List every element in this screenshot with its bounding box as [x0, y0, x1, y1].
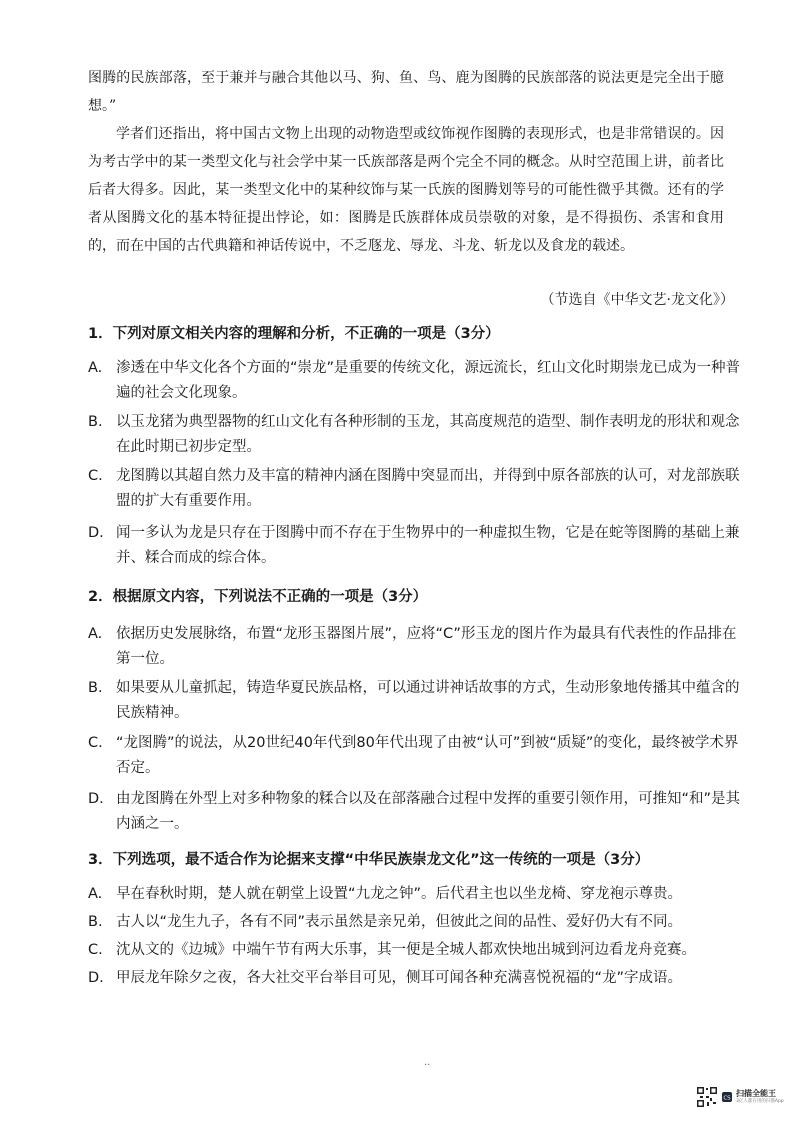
question-1-option-d	[88, 521, 748, 571]
question-3-option-d	[88, 966, 748, 991]
scanner-watermark	[696, 1084, 788, 1110]
option-letter: C.	[88, 942, 103, 958]
option-letter: C.	[88, 468, 103, 484]
question-3-option-a	[88, 882, 748, 907]
option-text: 早在春秋时期，楚人就在朝堂上设置“九龙之钟”。后代君主也以坐龙椅、穿龙袍示尊贵。	[116, 886, 683, 902]
option-letter: D.	[88, 970, 104, 986]
option-text: 渗透在中华文化各个方面的“崇龙”是重要的传统文化，源远流长，红山文化时期崇龙已成为一种普遍的社会文化现象。	[116, 360, 741, 401]
option-text: 龙图腾以其超自然力及丰富的精神内涵在图腾中突显而出，并得到中原各部族的认可，对龙部族联盟的扩大有重要作用。	[116, 468, 740, 509]
option-text: 沈从文的《边城》中端午节有两大乐事，其一便是全城人都欢快地出城到河边看龙舟竞赛。	[116, 942, 696, 958]
option-letter: A.	[88, 886, 103, 902]
option-text: 闻一多认为龙是只存在于图腾中而不存在于生物界中的一种虚拟生物，它是在蛇等图腾的基础上兼并、糅合而成的综合体。	[116, 525, 740, 566]
option-text: 依据历史发展脉络，布置“龙形玉器图片展”，应将“C”形玉龙的图片作为最具有代表性的作品排在第一位。	[116, 626, 737, 667]
passage-paragraph-2: 学者们还指出，将中国古文物上出现的动物造型或纹饰视作图腾的表现形式，也是非常错误的。因为考古学中的某一类型文化与社会学中某一氏族部落是两个完全不同的概念。从时空范围上讲，前者比后者大得多。因此，某一类型文化中的某种纹饰与某一氏族的图腾划等号的可能性微乎其微。还有的学者从图腾文化的基本特征提出悖论，如：图腾是氏族群体成员崇敬的对象，是不得损伤、杀害和食用的，而在中国的古代典籍和神话传说中，不乏豗龙、辱龙、斗龙、斩龙以及食龙的载述。	[88, 126, 724, 254]
option-letter: B.	[88, 914, 103, 930]
question-2-title: 2．根据原文内容，下列说法不正确的一项是（3分）	[88, 589, 428, 605]
option-letter: A.	[88, 626, 103, 642]
question-3-option-b	[88, 910, 748, 935]
option-letter: D.	[88, 525, 104, 541]
camscanner-logo-icon	[722, 1092, 732, 1102]
qr-code-icon	[696, 1086, 718, 1108]
passage-paragraph-1: 图腾的民族部落，至于兼并与融合其他以马、狗、鱼、鸟、鹿为图腾的民族部落的说法更是完全出于臆想。”	[88, 70, 724, 114]
option-text: 古人以“龙生九子，各有不同”表示虽然是亲兄弟，但彼此之间的品性、爱好仍大有不同。	[116, 914, 683, 930]
option-text: 甲辰龙年除夕之夜，各大社交平台举目可见，侧耳可闻各种充满喜悦祝福的“龙”字成语。	[116, 970, 683, 986]
option-letter: C.	[88, 735, 103, 751]
page-marker: ··	[424, 1060, 431, 1071]
option-text: 以玉龙猪为典型器物的红山文化有各种形制的玉龙，其高度规范的造型、制作表明龙的形状和观念在此时期已初步定型。	[116, 414, 740, 455]
question-2-option-b	[88, 676, 748, 726]
question-1-title: 1．下列对原文相关内容的理解和分析，不正确的一项是（3分）	[88, 326, 500, 342]
option-letter: A.	[88, 360, 103, 376]
stamp-subtitle: 3亿人都在用的扫描App	[736, 1098, 784, 1104]
question-1-option-c	[88, 464, 748, 514]
option-letter: B.	[88, 414, 103, 430]
option-letter: D.	[88, 791, 104, 807]
option-text: 如果要从儿童抓起，铸造华夏民族品格，可以通过讲神话故事的方式，生动形象地传播其中蕴含的民族精神。	[116, 680, 740, 721]
option-text: 由龙图腾在外型上对多种物象的糅合以及在部落融合过程中发挥的重要引领作用，可推知“和”是其内涵之一。	[116, 791, 741, 832]
question-2-option-c	[88, 731, 748, 781]
question-1-option-a	[88, 356, 748, 406]
question-1-option-b	[88, 410, 748, 460]
option-text: “龙图腾”的说法，从20世纪40年代到80年代出现了由被“认可”到被“质疑”的变化，最终被学术界否定。	[116, 735, 739, 776]
passage-source: （节选自《中华文艺·龙文化》）	[540, 292, 734, 308]
question-3-option-c	[88, 938, 748, 963]
stamp-title: 扫描全能王	[736, 1088, 776, 1098]
question-2-option-a	[88, 622, 748, 672]
question-3-title: 3．下列选项，最不适合作为论据来支撑“中华民族崇龙文化”这一传统的一项是（3分）	[88, 852, 650, 868]
question-2-option-d	[88, 787, 748, 837]
option-letter: B.	[88, 680, 103, 696]
svg-text:CS: CS	[723, 1095, 731, 1102]
